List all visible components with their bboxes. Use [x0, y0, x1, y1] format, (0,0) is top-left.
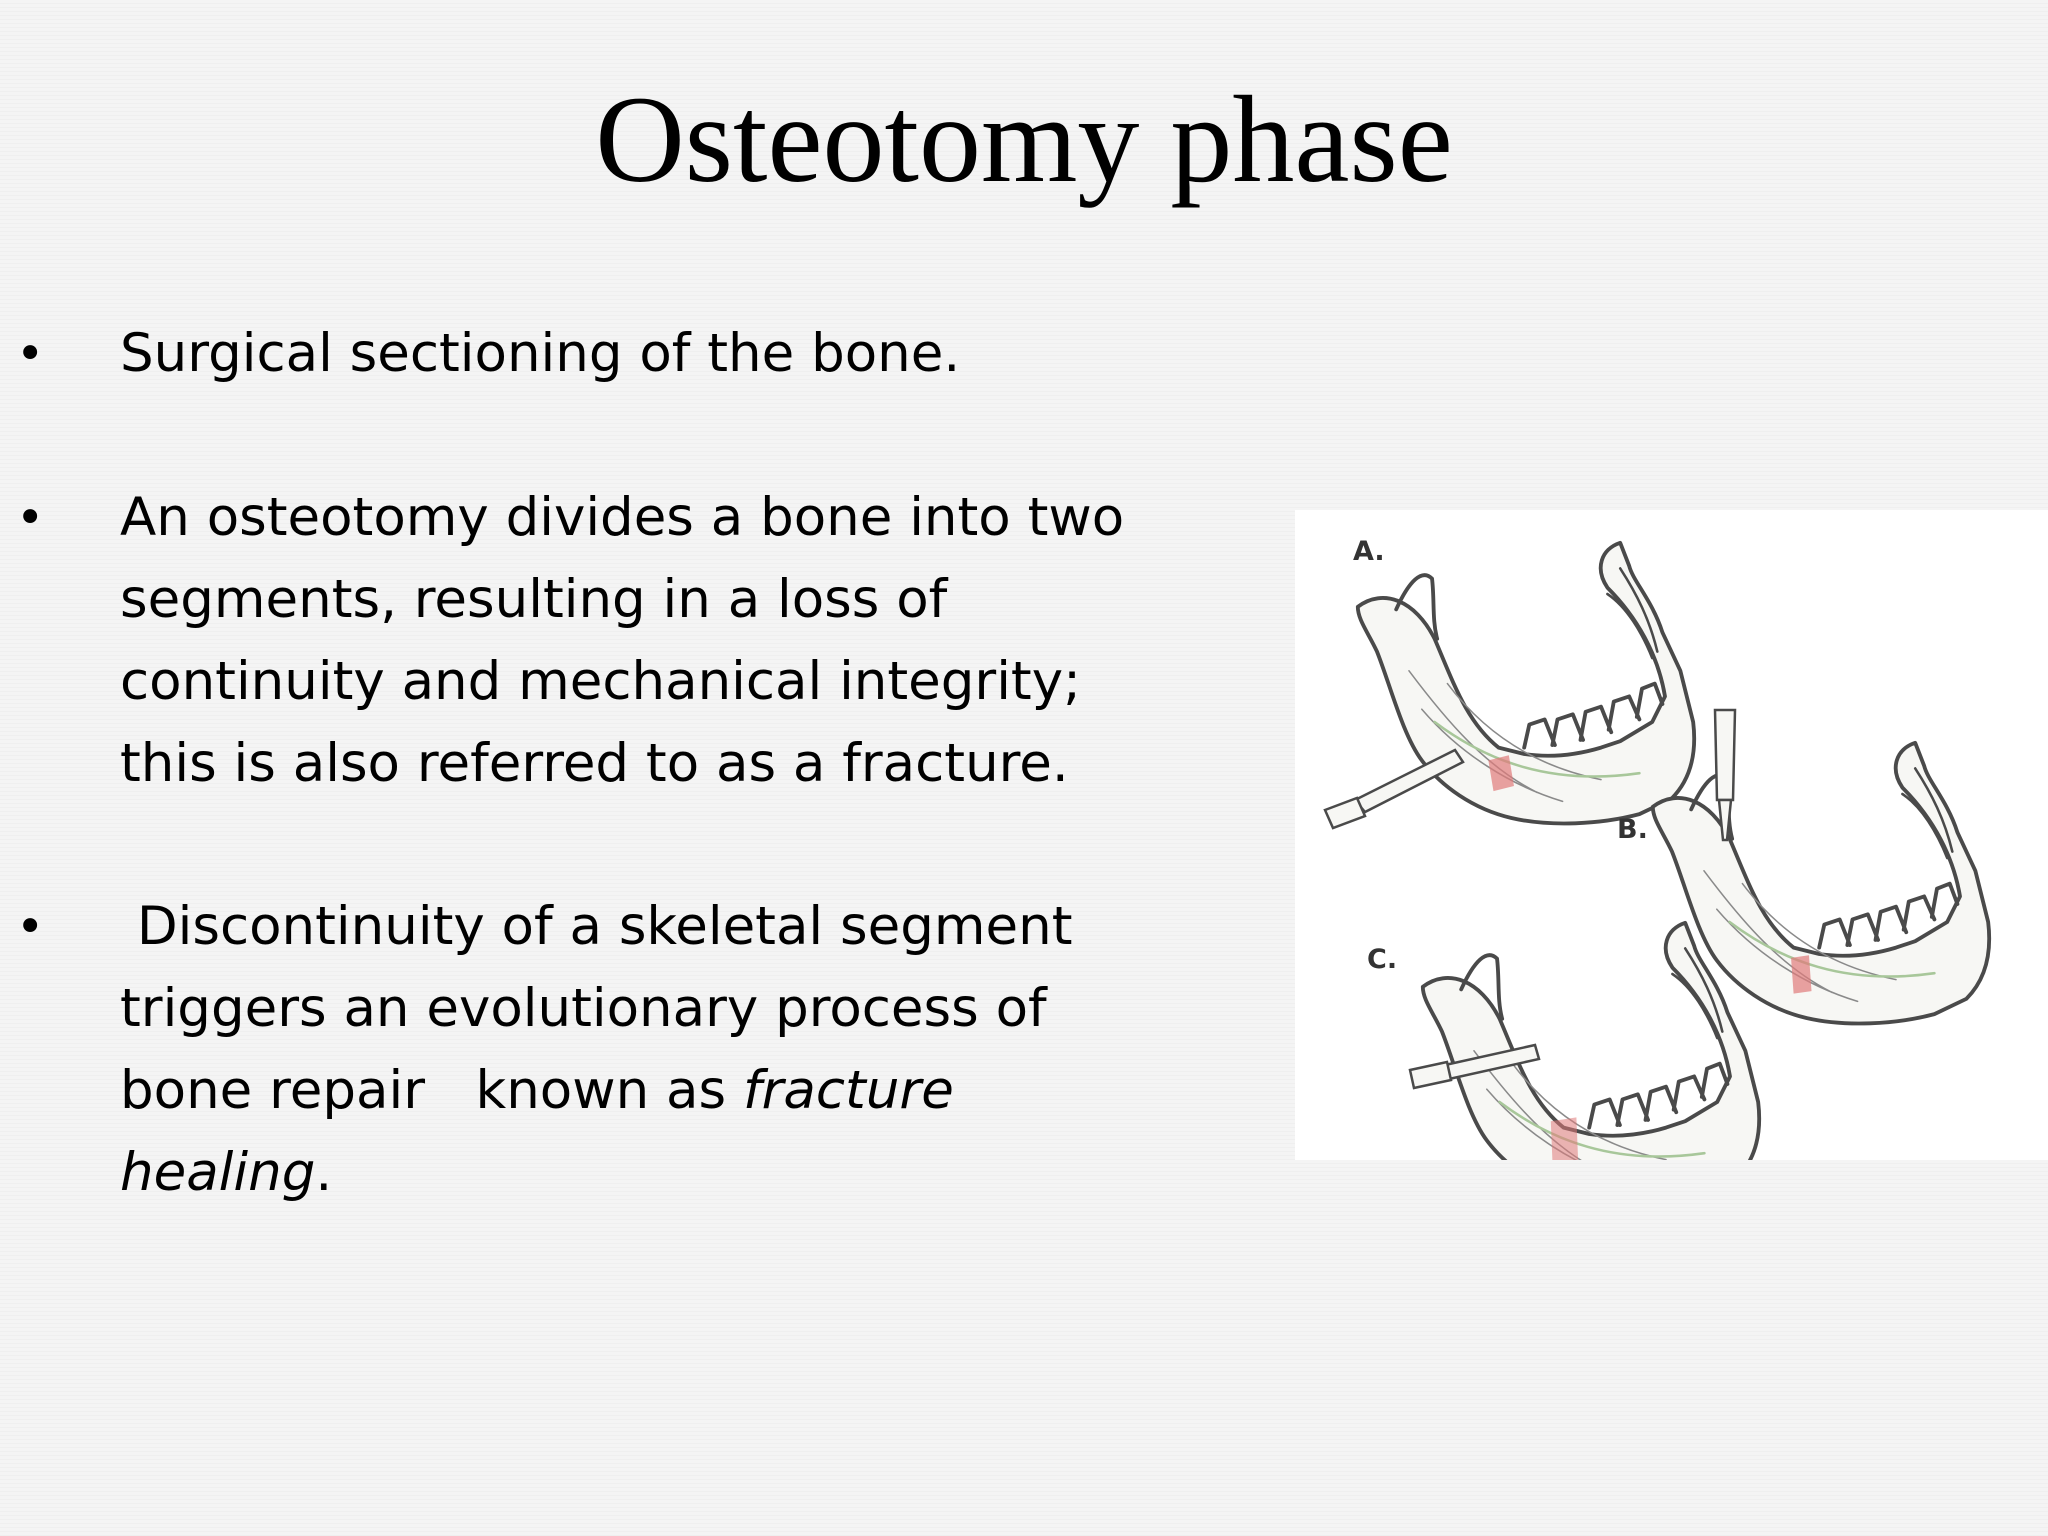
panel-label-c: C.	[1367, 944, 1398, 975]
bullet-line: Discontinuity of a skeletal segment	[120, 896, 1073, 957]
bullet-text-plain: bone repair known as	[120, 1060, 743, 1121]
bullet-line: segments, resulting in a loss of	[120, 569, 948, 630]
osteotome-tool-a	[1325, 750, 1463, 828]
bullet-line: triggers an evolutionary process of	[120, 978, 1047, 1039]
panel-label-a: A.	[1353, 536, 1385, 567]
bullet-line	[120, 1132, 1240, 1214]
bullet-text	[120, 886, 1240, 1214]
osteotomy-mark-c	[1551, 1117, 1579, 1160]
panel-label-b: B.	[1617, 814, 1648, 845]
bullet-line	[120, 1050, 1240, 1132]
bullet-line: Surgical sectioning of the bone.	[120, 323, 961, 384]
bullet-marker: •	[16, 490, 45, 546]
mandible-illustration	[1295, 510, 2048, 1160]
bullet-text	[120, 477, 1240, 805]
bullet-line: this is also referred to as a fracture.	[120, 733, 1069, 794]
slide-title: Osteotomy phase	[595, 71, 1453, 208]
mandible-c-graphic	[1423, 923, 1759, 1160]
bullet-line: An osteotomy divides a bone into two	[120, 487, 1125, 548]
bullet-text-italic: fracture	[742, 1060, 954, 1121]
bullet-marker: •	[16, 899, 45, 955]
bullet-marker: •	[16, 326, 45, 382]
bullet-text-italic: healing	[120, 1142, 316, 1203]
bullet-text-plain: .	[315, 1142, 333, 1203]
bullet-line: continuity and mechanical integrity;	[120, 651, 1081, 712]
bullet-text	[120, 313, 1240, 395]
mandible-osteotomy-figure	[1295, 510, 2048, 1160]
osteotomy-mark-b	[1791, 955, 1811, 993]
